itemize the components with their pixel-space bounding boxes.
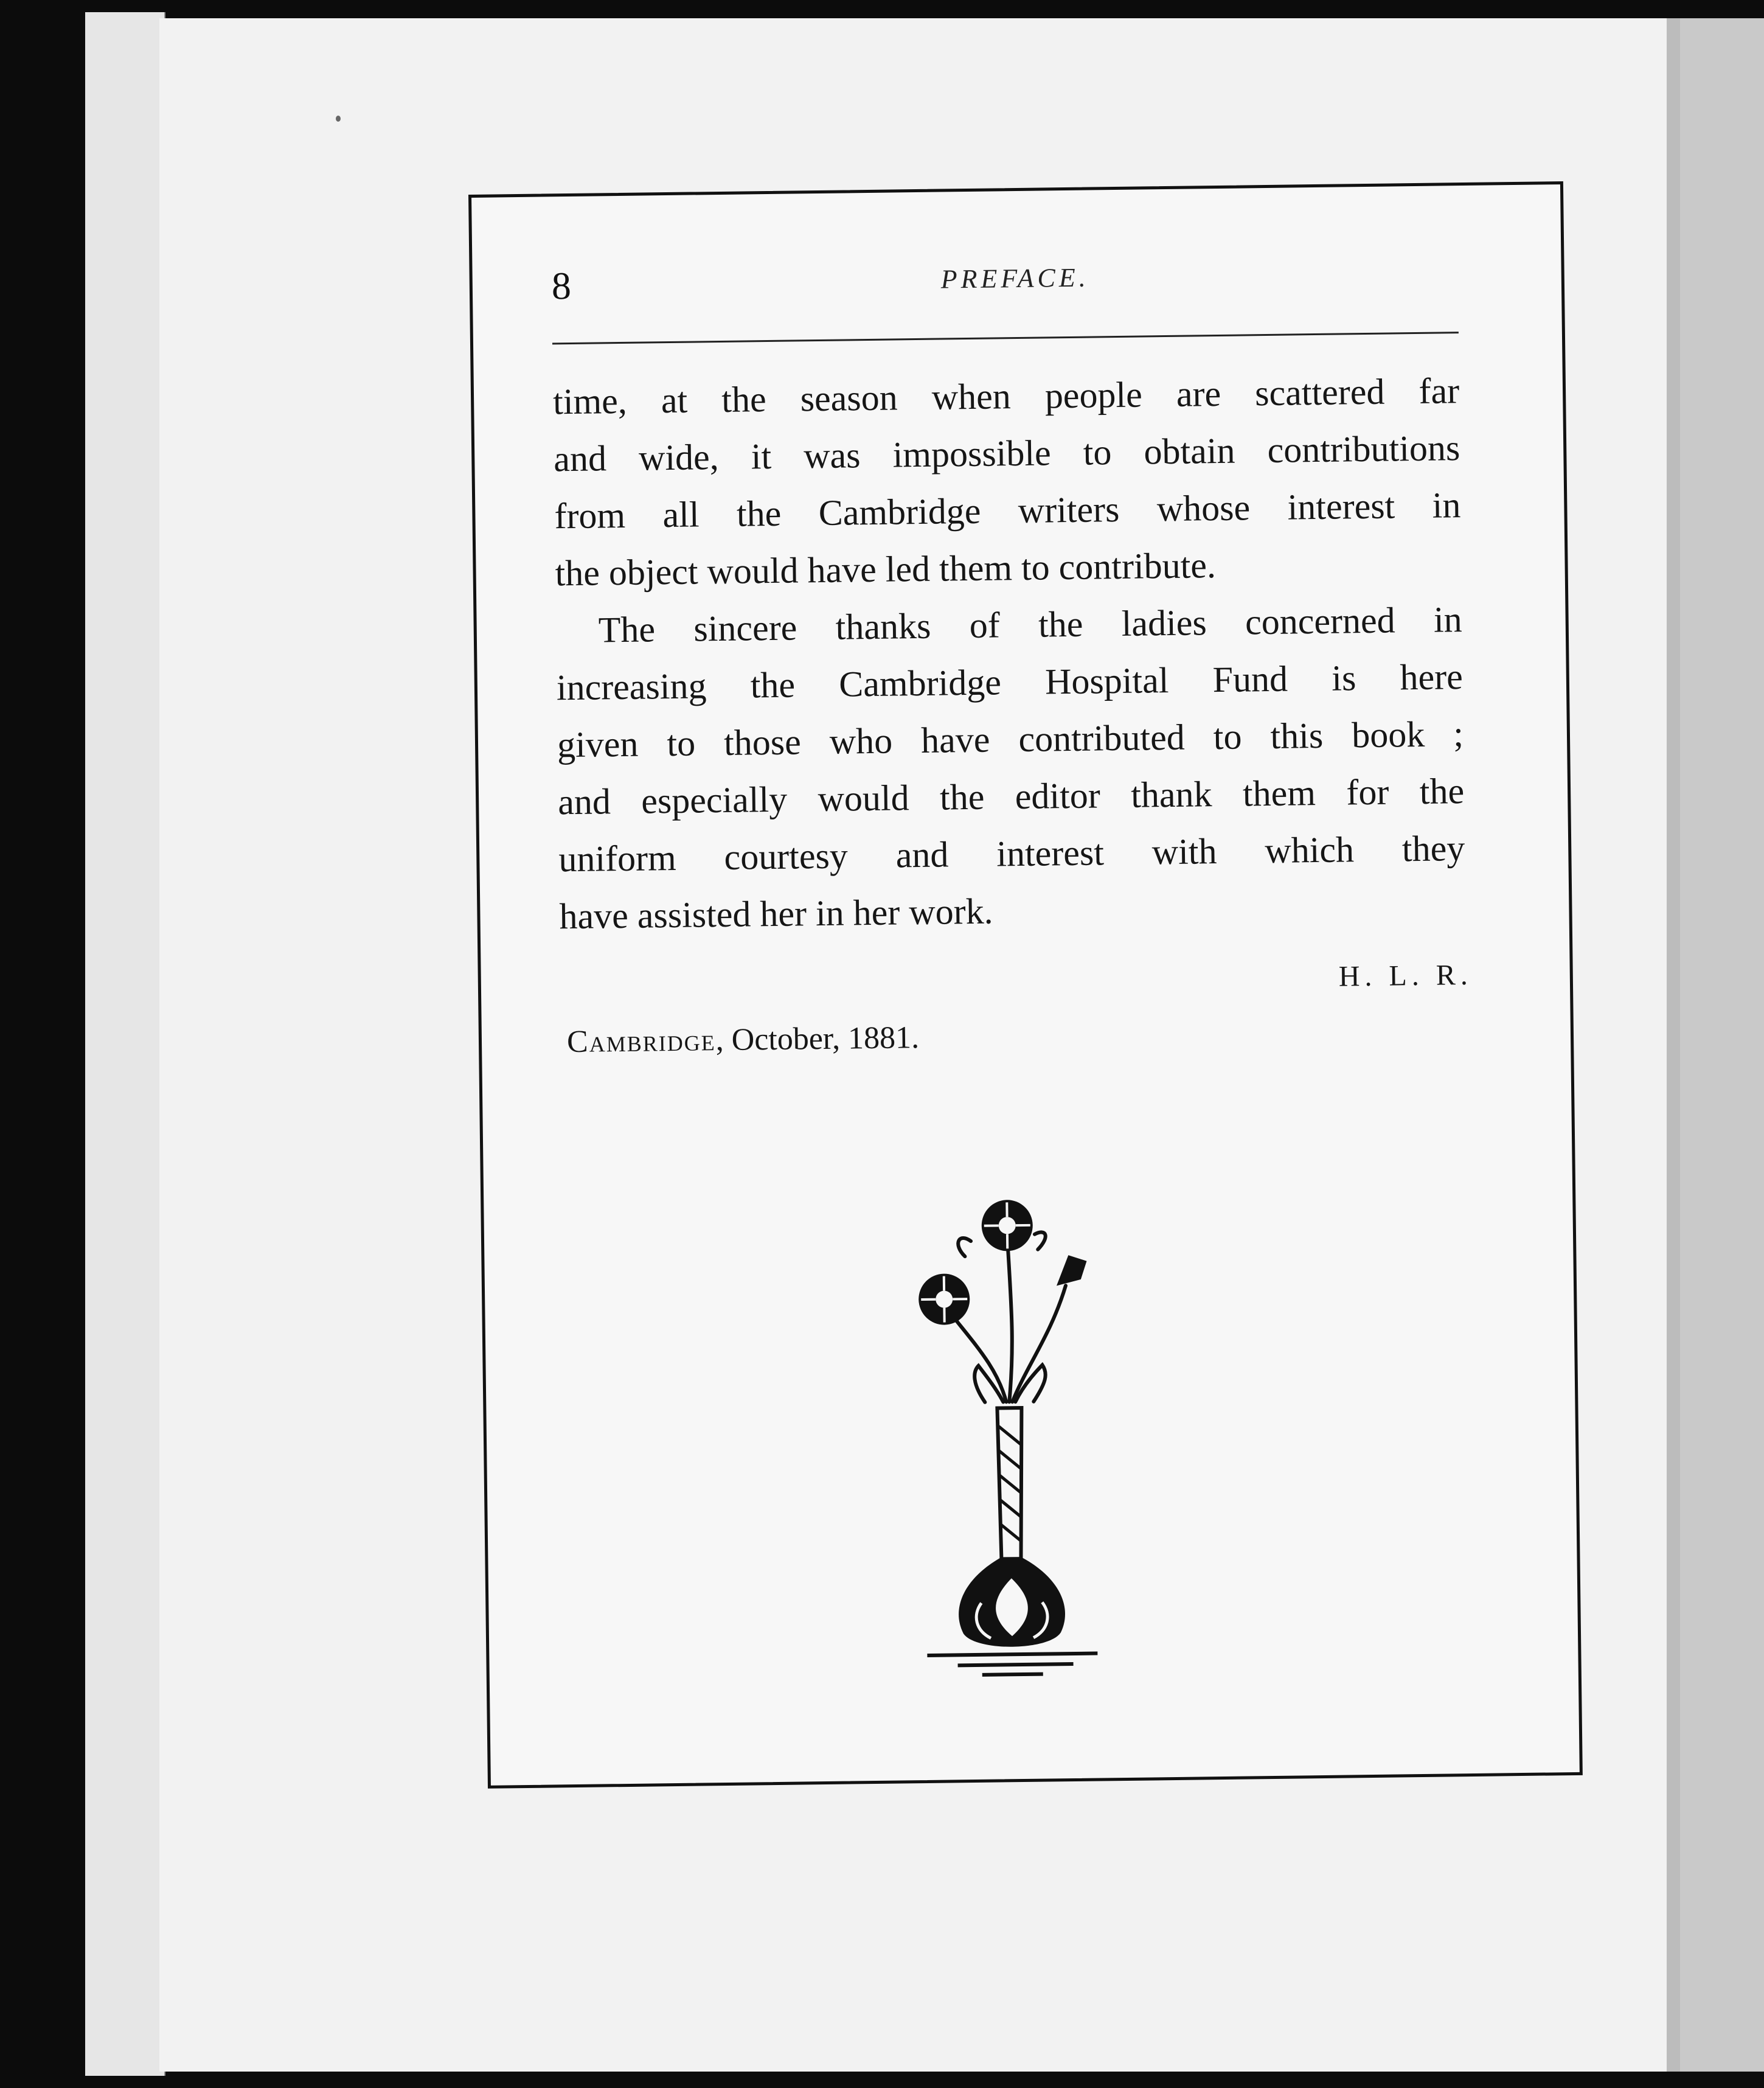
running-title: PREFACE. bbox=[940, 262, 1089, 294]
header-rule bbox=[552, 332, 1459, 344]
dateline bbox=[567, 1020, 920, 1060]
facing-page-edge bbox=[1680, 18, 1764, 2072]
signature-initials: H. L. R. bbox=[1338, 958, 1473, 993]
text-line: and especially would the editor thank them for the bbox=[557, 771, 1465, 823]
text-line: increasing the Cambridge Hospital Fund is here bbox=[556, 656, 1464, 708]
paragraph-1 bbox=[553, 362, 1462, 602]
preface-text bbox=[553, 362, 1466, 945]
page-gutter bbox=[1667, 18, 1680, 2072]
text-line: have assisted her in her work. bbox=[559, 891, 993, 937]
paragraph-2 bbox=[555, 591, 1466, 945]
text-line: The sincere thanks of the ladies concerned in bbox=[598, 599, 1463, 650]
running-head bbox=[551, 252, 1464, 324]
flower-vase-icon bbox=[909, 1181, 1110, 1683]
text-line: uniform courtesy and interest with which they bbox=[558, 828, 1465, 880]
page-number: 8 bbox=[551, 263, 572, 308]
text-line: from all the Cambridge writers whose interest in bbox=[554, 485, 1461, 537]
text-frame bbox=[468, 181, 1583, 1789]
dateline-date: , October, 1881. bbox=[715, 1020, 920, 1058]
dateline-place: Cambridge bbox=[566, 1023, 717, 1060]
text-line: and wide, it was impossible to obtain contributions bbox=[553, 428, 1460, 479]
text-line: given to those who have contributed to this book ; bbox=[557, 714, 1464, 765]
text-line: time, at the season when people are scattered far bbox=[552, 371, 1460, 422]
paper-speck bbox=[336, 116, 341, 122]
text-line: the object would have led them to contribute. bbox=[555, 545, 1217, 594]
